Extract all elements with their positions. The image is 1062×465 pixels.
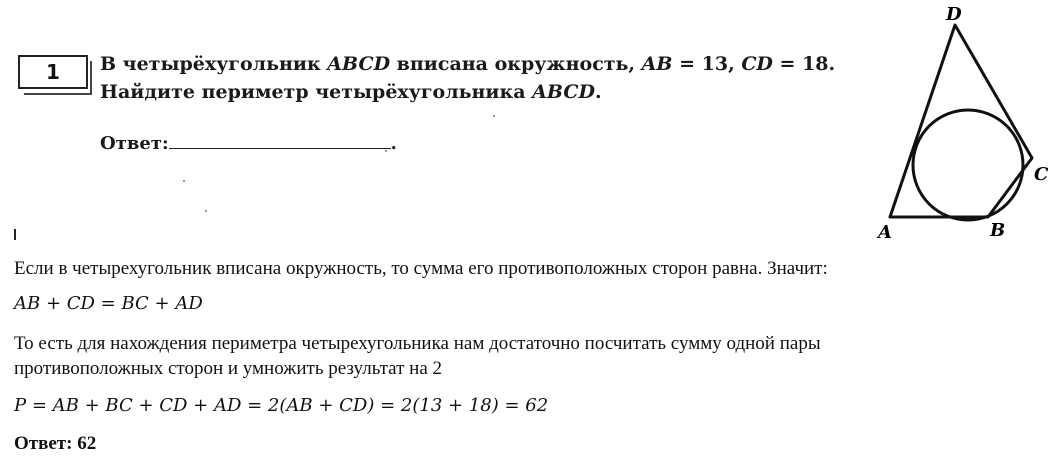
label-b: B xyxy=(990,220,1006,241)
segment-ab: AB xyxy=(641,53,673,75)
label-c: C xyxy=(1034,164,1049,185)
answer-end: . xyxy=(390,133,397,154)
solution-formula-1: AB + CD = BC + AD xyxy=(14,293,203,314)
label-a: A xyxy=(878,222,892,243)
problem-line-1 xyxy=(100,50,835,78)
scan-speck xyxy=(183,180,185,182)
solution-paragraph-1: Если в четырехугольник вписана окружность, то сумма его противоположных сторон равна. Значит: xyxy=(14,258,828,279)
quadrilateral-abcd xyxy=(890,25,1032,217)
scan-speck xyxy=(205,210,207,212)
problem-text: Найдите периметр четырёхугольника xyxy=(100,81,533,103)
segment-cd: CD xyxy=(741,53,773,75)
quad-name: ABCD xyxy=(532,81,595,103)
answer-label: Ответ: xyxy=(100,133,169,154)
problem-text: В четырёхугольник xyxy=(100,53,328,75)
scan-speck xyxy=(493,115,495,117)
text-cursor xyxy=(14,229,16,240)
scan-speck xyxy=(385,150,387,152)
problem-text: вписана окружность, xyxy=(390,53,642,75)
task-number-box xyxy=(18,55,88,89)
solution-paragraph-2-line-1: То есть для нахождения периметра четырехугольника нам достаточно посчитать сумму одной пары xyxy=(14,333,821,354)
problem-line-2 xyxy=(100,78,835,106)
final-answer: Ответ: 62 xyxy=(14,433,97,454)
value-cd: = 18. xyxy=(772,53,836,75)
problem-statement xyxy=(100,50,835,106)
problem-text: . xyxy=(594,81,602,103)
task-number: 1 xyxy=(46,60,60,84)
answer-field xyxy=(100,132,397,154)
value-ab: = 13, xyxy=(672,53,742,75)
answer-blank[interactable] xyxy=(169,132,391,149)
solution-paragraph-2-line-2: противоположных сторон и умножить результат на 2 xyxy=(14,358,443,379)
quad-name: ABCD xyxy=(327,53,391,75)
inscribed-circle xyxy=(913,110,1023,220)
quadrilateral-figure xyxy=(860,0,1060,245)
solution-formula-2: P = AB + BC + CD + AD = 2(AB + CD) = 2(13 + 18) = 62 xyxy=(14,395,549,416)
label-d: D xyxy=(946,4,962,25)
